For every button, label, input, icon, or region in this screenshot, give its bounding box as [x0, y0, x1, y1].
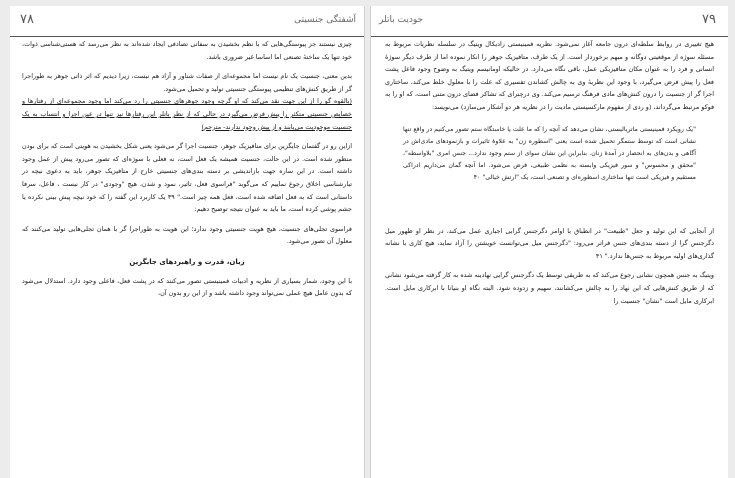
right-page-header-title: جودیت باتلر — [379, 15, 424, 25]
paragraph: بدین معنی، جنسیت یک نام نیست اما مجموعه‌ای از صفات شناور و آزاد هم نیست، زیرا دیدیم که اثر ذاتی جوهر به طوراجرا گر از طریق کنش‌های تنظیمی پیوستگی جنسیتی تولید و تحمیل می‌شود. — [22, 72, 352, 93]
paragraph: ویتیگ به جنس همچون نشانی رجوع می‌کند که به طریقی توسط یک دگرجنس گرایی نهادینه شده به کار گرفته می‌شود نشانی که از طریق کنش‌هایی که این نهاد را به چالش می‌کشانند، سهیم و زدوده شود. البته نگاه او بنیانا با ابرکاری مایل است. ابرکاری مایل است "نشان" جنسیت را — [385, 271, 714, 305]
paragraph: ازاین رو در گفتمان جایگزین برای متافیزیک جوهر، جنسیت اجرا گر می‌شود یعنی شکل بخشیدن به هویتی است که برای بودن منظور شده است. در این حالت، جنسیت همیشه یک فعل است، نه فعلی با سوژه‌ای که تصور می‌رود پیش از عمل وجود داشته است. در این ساره جهت بازاندیشی بر دسته بندی‌های جنسیتی خارج از متافیزیک جوهر، باید به دعوی نیچه در تبارشناسی اخلاق رجوع نماییم که می‌گوید "فراسوی فعل، تاثیر، نمود و شدن، هیچ "وجودی" در کار نیست ، فاعل، سرفا داستانی است که به فعل اضافه شده است، فعل همه چیز است." ۳۹ یک کاربرد این گفته را که خود نیچه پیش بینی نکرده یا جشم پوشی کرده است، ما باید به عنوان نتیجه توضیح دهیم: — [22, 142, 352, 214]
paragraph: با این وجود، شمار بسیاری از نظریه و ادبیات فمینیستی تصور می‌کنند که در پشت فعل، فاعلی وجود دارد. استدلال می‌شود که بدون عامل هیچ عملی نمی‌تواند وجود داشته باشد و از این رو بدون آن، — [22, 276, 352, 298]
left-page-header — [10, 6, 364, 37]
left-page-header-title: آشفتگی جنسیتی — [294, 15, 356, 25]
section-heading: زبان، قدرت و راهبردهای جابگزین — [129, 257, 245, 266]
paragraph: از آنجایی که این تولید و جعل "طبیعت" در انطباق با اوامر دگرجنس گرایی اجباری عمل می‌کند، در نظر او ظهور میل دگرجنس گرا از دسته بندی‌های جنس فراتر می‌رود: "دگرجنس میل می‌توانست خویشتن را آزاد نماید، هیچ کاری با نشانه گذاری‌های اولیه مربوط به جنس‌ها ندارد." ۴۱ — [385, 226, 714, 260]
right-page-number: ۷۹ — [702, 12, 716, 27]
left-page-body — [22, 38, 352, 478]
paragraph: چیزی نیستند جز پیوستگی‌هایی که با نظم بخشیدن به سفاتی تصادفی ایجاد شده‌اند به نظر می‌رسد که هستی‌شناسی ذوات، خود تنها یک ساختهٔ تصنعی اما اساسا غیر ضروری باشد. — [22, 40, 352, 61]
left-page-number: ۷۸ — [20, 12, 34, 27]
right-page-header — [371, 6, 728, 37]
paragraph: فراسوی تجلی‌های جنسیت، هیچ هویت جنسیتی وجود ندارد؛ این هویت به طوراجرا گر با همان تجلی‌هایی تولید می‌کنند که معلول آن تصور می‌شود. — [22, 224, 352, 246]
block-quote: "یک رویکرد فمینیستی ماتریالیستی، نشان می‌دهد که آنچه را که ما علت یا خاستگاه ستم تصور می‌کنیم در واقع تنها نشانی است که توسط ستمگر تحمیل شده است یعنی "اسطوره زن" به علاوهٔ تاثیرات و بازنمودهای مادی‌اش در آگاهی و بدن‌های به انحصار در آمدهٔ زنان. بنابراین این نشان سوای از ستم وجود ندارد... جنس امری "بلاواسطه"، "محقق و محسوس" و سور فیزیکی وابسته به نظمی طبیعی، فرض می‌شود. اما آنچه گمان می‌داریم ادراکی مستقیم و فیزیکی است تنها ساختاری اسطوره‌ای و تصنعی است، یک "ارتش خیالی" ۴۰ — [403, 125, 696, 182]
underlined-paragraph: (بالقوه گو را از این جهت نقد می‌کند که او گرچه وجود جوهرهای جنسیتی را رد می‌کند اما وجود مجموعه‌ای از رفتارها و خصایص جنسیتی متکثر را پیش فرض می‌گیرد در حالی که از نظر باتلر این رفتارها نیز تنها در عین اجرا و انتساب به یک جنسیت موجودیت می‌یابند و از پیش وجود ندارند- مترجم) — [22, 97, 352, 131]
left-page — [10, 6, 365, 478]
paragraph: هیچ تغییری در روابط سلطه‌ای درون جامعه آغاز نمی‌شود. نظریه فمینیستی رادیکال ویتیگ در سلسله نظریات مربوط به مسئله سوژه از موقعیتی دوگانه و مبهم برخوردار است. از یک طرف، متافیزیک جوهر را انکار نموده اما از طرف دیگر سوژهٔ انسانی و فرد را به عنوان مکان متافیزیکی عمل، باقی نگاه می‌دارد. در حالیکه اومانیسم ویتیگ به وضوح وجود فاعل پشت فعل را پیش فرض می‌گیرد، با وجود این نظریهٔ وی به چالش کشاندن تفسیری که علت را با معلول خلط می‌کند، ساختاری اجرا گر از جنسیت را درون کنش‌های مادی فرهنگ ترسیم می‌کند. وی درچنرای که تشاکر فضای درون متنی است، که او را به فوکو مرتبط می‌گرداند، (و ردی از مفهوم مارکسیستی مادیت را در نظریه هر دو آشکار می‌سازد) می‌نویسد: — [385, 40, 714, 111]
spacer — [385, 197, 714, 225]
right-page-body — [385, 38, 714, 478]
right-page — [370, 6, 728, 478]
